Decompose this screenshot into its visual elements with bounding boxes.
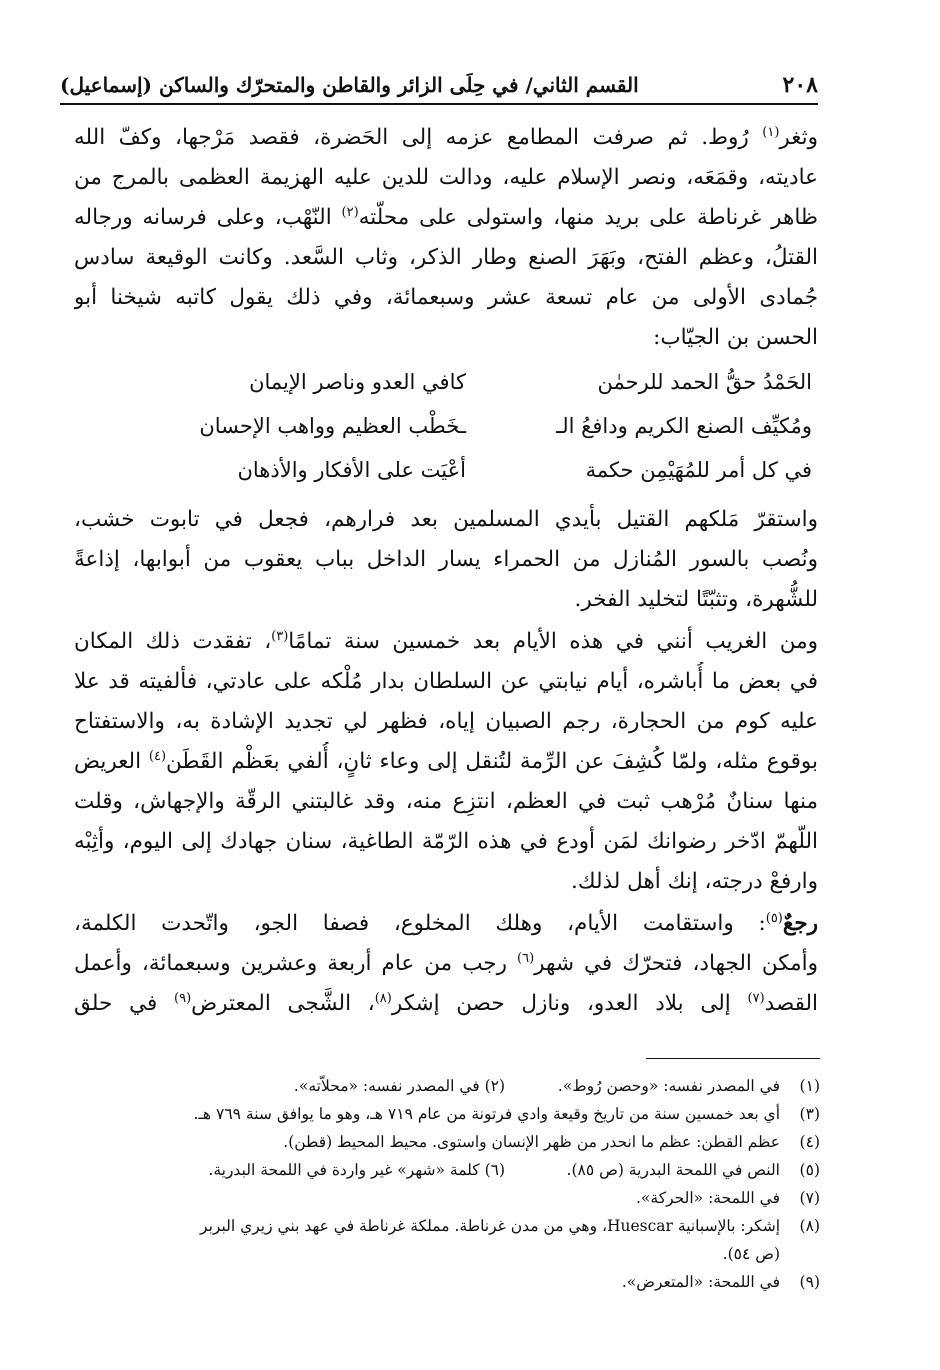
footnotes xyxy=(74,1072,820,1296)
poem-verse xyxy=(74,404,818,448)
text-line: وثغر$^{(١)}$ رُوط. ثم صرفت المطامع عزمه إلى الحَضرة، فقصد مَرْجها، وكفّ الله xyxy=(74,124,818,150)
paragraph-2 xyxy=(74,500,818,620)
paragraph-3 xyxy=(74,622,818,902)
text-line: ظاهر غرناطة على بريد منها، واستولى على محلّته$^{(٢)}$ النّهْب، وعلى فرسانه ورجاله xyxy=(74,204,818,230)
footnote-text: عظم القطن: عظم ما انحدر من ظهر الإنسان واستوى. محيط المحيط (قطن). xyxy=(283,1133,780,1151)
footnote-ref[interactable]: (٣) xyxy=(271,628,289,644)
text-line: واستقرّ مَلكهم القتيل بأيدي المسلمين بعد فرارهم، فجعل في تابوت خشب، xyxy=(74,507,818,532)
footnote-row xyxy=(74,1128,820,1156)
hemistich-first: في كل أمر للمُهَيْمِن حكمة xyxy=(585,458,812,482)
text-line: القتلُ، وعظم الفتح، وبَهَرَ الصنع وطار الذكر، وثاب السَّعد. وكانت الوقيعة سادس xyxy=(74,245,818,270)
text-line: القصد$^{(٧)}$ إلى بلاد العدو، ونازل حصن إشكر$^{(٨)}$، الشَّجى المعترض$^{(٩)}$ في حلق xyxy=(74,990,818,1016)
footnote-text: في اللمحة: «المتعرض». xyxy=(621,1273,780,1291)
poem xyxy=(74,360,818,492)
text-line: عاديته، وقمَعَه، ونصر الإسلام عليه، ودالت للدين عليه الهزيمة العظمى بالمرج من xyxy=(74,165,818,190)
footnote-ref[interactable]: (٧) xyxy=(747,990,765,1006)
text-line: وأمكن الجهاد، فتحرّك في شهر$^{(٦)}$ رجب من عام أربعة وعشرين وسبعمائة، وأعمل xyxy=(74,950,818,976)
poem-verse xyxy=(74,448,818,492)
footnote-row xyxy=(74,1268,820,1296)
text-line: اللّهمّ ادّخر رضوانك لمَن أودع في هذه الرّمّة الطاغية، سنان جهادك إلى اليوم، وأثِبْه xyxy=(74,829,818,854)
text-line: ومن الغريب أنني في هذه الأيام بعد خمسين سنة تمامًا$^{(٣)}$، تفقدت ذلك المكان xyxy=(74,628,818,654)
hemistich-second: ـخَطْب العظيم وواهب الإحسان xyxy=(199,414,466,438)
footnote-row xyxy=(74,1184,820,1212)
footnote-number: (٤) xyxy=(799,1133,820,1151)
text-line: عليه كوم من الحجارة، رجم الصبيان إياه، فظهر لي تجديد الإشادة به، والاستفتاح xyxy=(74,709,818,734)
text-line: جُمادى الأولى من عام تسعة عشر وسبعمائة، وفي ذلك يقول كاتبه شيخنا أبو xyxy=(74,285,818,310)
footnote-row xyxy=(74,1100,820,1128)
text-line: رجعٌ$^{(٥)}$: واستقامت الأيام، وهلك المخلوع، فصفا الجو، واتّحدت الكلمة، xyxy=(74,910,818,936)
footnote-number: (٦) xyxy=(484,1161,506,1179)
lead-word: رجعٌ xyxy=(782,911,818,936)
footnote-number: (٢) xyxy=(484,1077,506,1095)
hemistich-first: الحَمْدُ حقُّ الحمد للرحمٰن xyxy=(597,370,812,394)
running-title: القسم الثاني/ في حِلَى الزائر والقاطن والمتحرّك والساكن (إسماعيل) xyxy=(60,73,639,97)
paragraph-4 xyxy=(74,904,818,1024)
header-rule xyxy=(60,103,818,105)
footnote-row xyxy=(74,1212,820,1240)
text-line: وارفعْ درجته، إنك أهل لذلك. xyxy=(570,869,818,894)
text-line: ونُصب بالسور المُنازل من الحمراء يسار الداخل بباب يعقوب من أبوابها، إذاعةً xyxy=(74,547,818,572)
hemistich-second: أعْيَت على الأفكار والأذهان xyxy=(237,458,466,482)
text-line: بوقوع مثله، ولمّا كُشِفَ عن الرِّمة لتُنقل إلى وعاء ثانٍ، أُلفي بعَظْم القَطَن$^{(٤)}$ العريض xyxy=(74,748,818,774)
hemistich-second: كافي العدو وناصر الإيمان xyxy=(249,370,466,394)
poem-verse xyxy=(74,360,818,404)
footnote-ref[interactable]: (٨) xyxy=(374,990,392,1006)
page-number: ٢٠٨ xyxy=(782,72,818,98)
hemistich-first: ومُكيِّف الصنع الكريم ودافعُ الـ xyxy=(556,414,812,438)
text-line: الحسن بن الجيّاب: xyxy=(653,325,818,350)
footnote-ref[interactable]: (٢) xyxy=(341,204,359,220)
footnote-row xyxy=(74,1156,820,1184)
footnote-text: في المصدر نفسه: «محلاّته». xyxy=(293,1077,480,1095)
footnote-number: (٥) xyxy=(799,1161,820,1179)
footnote-number: (٨) xyxy=(799,1217,820,1235)
footnote-text: في المصدر نفسه: «وحصن رُوط». xyxy=(557,1077,780,1095)
footnote-text: إشكر: بالإسبانية Huescar، وهي من مدن غرناطة. مملكة غرناطة في عهد بني زيري البربر xyxy=(200,1217,780,1235)
footnote-text: أي بعد خمسين سنة من تاريخ وقيعة وادي فرتونة من عام ٧١٩ هـ، وهو ما يوافق سنة ٧٦٩ هـ. xyxy=(193,1105,780,1123)
text-line: للشُّهرة، وتثبّتًا لتخليد الفخر. xyxy=(574,587,818,612)
running-header xyxy=(60,68,818,102)
footnote-ref[interactable]: (٥) xyxy=(765,910,783,926)
footnote-number: (٣) xyxy=(799,1105,820,1123)
footnote-rule xyxy=(646,1058,820,1059)
text-line: في بعض ما أُباشره، أيام نيابتي عن السلطان بدار مُلْكه على عادتي، فألفيته قد علا xyxy=(74,669,818,694)
paragraph-1 xyxy=(74,118,818,358)
text-line: منها سنانٌ مُرْهب ثبت في العظم، انتزِع منه، وقد غالبتني الرقّة والإجهاش، وقلت xyxy=(74,789,818,814)
footnote-ref[interactable]: (١) xyxy=(762,124,780,140)
footnote-number: (٩) xyxy=(799,1273,820,1291)
footnote-number: (١) xyxy=(799,1077,820,1095)
footnote-ref[interactable]: (٩) xyxy=(174,990,192,1006)
footnote-continuation: (ص ٥٤). xyxy=(722,1245,780,1263)
footnote-text: في اللمحة: «الحركة». xyxy=(635,1189,780,1207)
footnote-text: النص في اللمحة البدرية (ص ٨٥). xyxy=(566,1161,780,1179)
footnote-number: (٧) xyxy=(799,1189,820,1207)
footnote-ref[interactable]: (٤) xyxy=(148,748,167,764)
footnote-row xyxy=(74,1072,820,1100)
footnote-ref[interactable]: (٦) xyxy=(517,950,535,966)
footnote-text: كلمة «شهر» غير واردة في اللمحة البدرية. xyxy=(208,1161,480,1179)
